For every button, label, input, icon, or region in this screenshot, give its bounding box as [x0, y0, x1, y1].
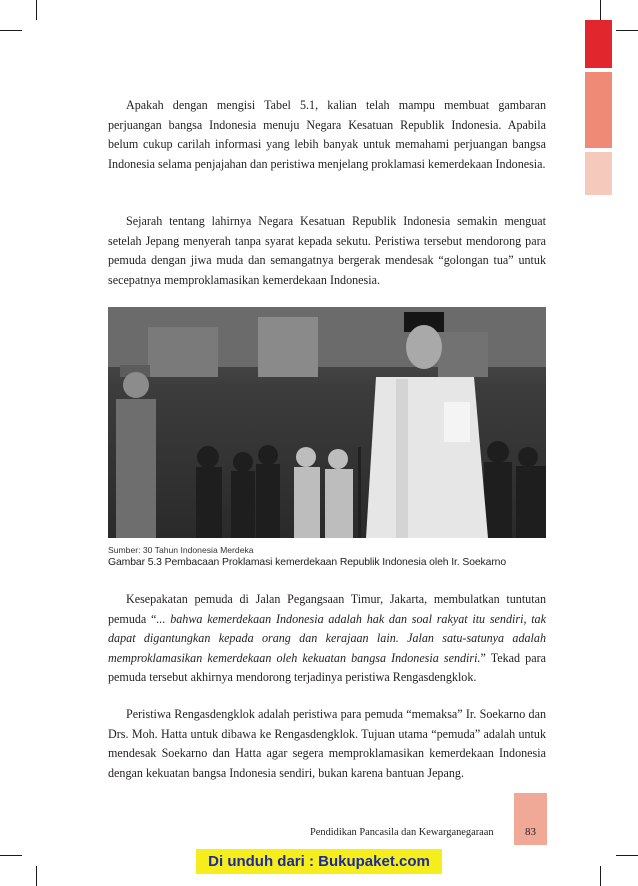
- figure-caption: Gambar 5.3 Pembacaan Proklamasi kemerdekaan Republik Indonesia oleh Ir. Soekarno: [108, 557, 507, 568]
- tab-pink: [585, 152, 612, 195]
- paragraph-intro-text: Apakah dengan mengisi Tabel 5.1, kalian telah mampu membuat gambaran perjuangan bangsa Indonesia menuju Negara Kesatuan Republik Indonesia. Apabila belum cukup carilah informasi yang lebih banyak untuk memahami perjuangan bangsa Indonesia selama penjajahan dan peristiwa menjelang proklamasi kemerdekaan Indonesia.: [108, 98, 546, 171]
- crop-mark: [600, 866, 601, 886]
- figure-source: Sumber: 30 Tahun Indonesia Merdeka: [108, 545, 254, 555]
- proclamation-photo-illustration: [108, 307, 546, 538]
- paragraph-history-text: Sejarah tentang lahirnya Negara Kesatuan Republik Indonesia semakin menguat setelah Jepang menyerah tanpa syarat kepada sekutu. Peristiwa tersebut mendorong para pemuda dengan jiwa muda dan semangatnya bergerak mendesak “golongan tua” untuk secepatnya memproklamasikan kemerdekaan Indonesia.: [108, 214, 546, 287]
- footer-book-title: Pendidikan Pancasila dan Kewarganegaraan: [310, 827, 494, 838]
- paragraph-history: [108, 212, 546, 290]
- tab-salmon: [585, 72, 612, 148]
- page-number-box: [514, 793, 547, 845]
- proclamation-photo: [108, 307, 546, 538]
- paragraph-intro: [108, 96, 546, 174]
- crop-mark: [0, 30, 22, 31]
- crop-mark: [616, 30, 638, 31]
- crop-mark: [0, 855, 22, 856]
- paragraph-rengasdengklok-text: Peristiwa Rengasdengklok adalah peristiwa para pemuda “memaksa” Ir. Soekarno dan Drs. Moh. Hatta untuk dibawa ke Rengasdengklok. Tujuan utama “pemuda” adalah untuk mendesak Soekarno dan Hatta agar segera memproklamasikan kemerdekaan Indonesia dengan kekuatan bangsa Indonesia sendiri, bukan karena bantuan Jepang.: [108, 707, 546, 780]
- paragraph-kesepakatan: [108, 590, 546, 688]
- download-banner[interactable]: Di unduh dari : Bukupaket.com: [196, 849, 442, 874]
- paragraph-kesepakatan-quote: ... bahwa kemerdekaan Indonesia adalah hak dan soal rakyat itu sendiri, tak dapat digantungkan kepada orang dan kerajaan lain. Jalan satu-satunya adalah memproklamasikan kemerdekaan oleh kekuatan bangsa Indonesia sendiri.: [108, 611, 546, 665]
- crop-mark: [616, 855, 638, 856]
- crop-mark: [36, 866, 37, 886]
- crop-mark: [600, 0, 601, 20]
- crop-mark: [36, 0, 37, 20]
- paragraph-kesepakatan-text-b: ” Tekad para pemuda tersebut akhirnya mendorong terjadinya peristiwa Rengasdengklok.: [108, 650, 546, 685]
- page-number: 83: [525, 826, 536, 838]
- tab-red: [585, 20, 612, 68]
- paragraph-rengasdengklok: [108, 705, 546, 783]
- paragraph-kesepakatan-text-a: Kesepakatan pemuda di Jalan Pegangsaan Timur, Jakarta, membulatkan tuntutan pemuda “: [108, 592, 546, 626]
